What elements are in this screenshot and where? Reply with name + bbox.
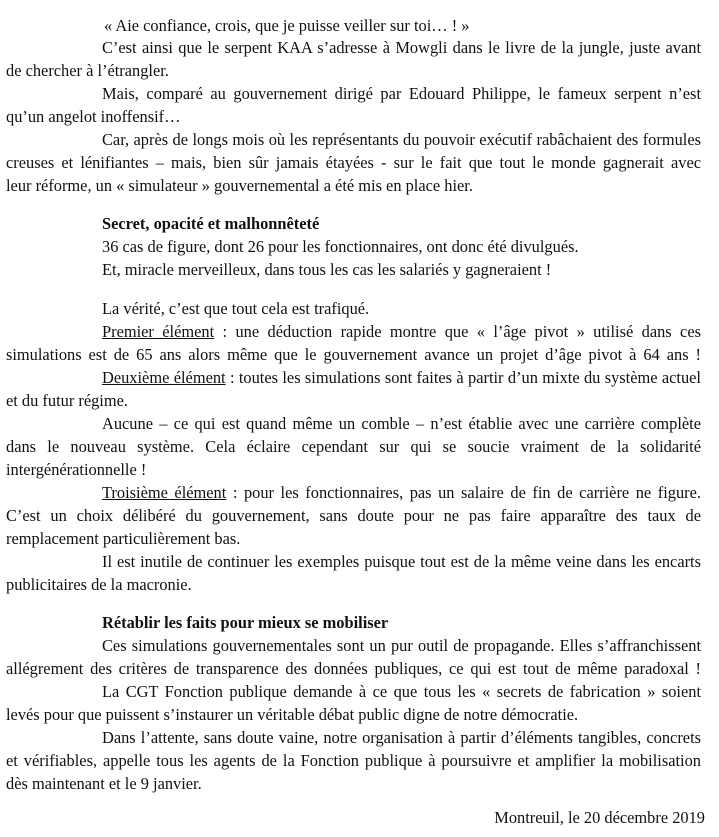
paragraph-line: C’est ainsi que le serpent KAA s’adresse à Mowgli dans le livre de la jungle, juste avant [102,38,701,57]
paragraph-line: La vérité, c’est que tout cela est trafiqué. [102,299,370,318]
element-text: : une déduction rapide montre que « l’âge pivot » utilisé dans ces [214,322,701,341]
paragraph-line: et vérifiables, appelle tous les agents de la Fonction publique à poursuivre et amplifier la mobilisation [6,751,701,770]
paragraph-line [102,482,701,504]
paragraph-line: Ces simulations gouvernementales sont un pur outil de propagande. Elles s’affranchissent [102,636,701,655]
paragraph-line: Il est inutile de continuer les exemples puisque tout est de la même veine dans les encarts [102,552,701,571]
paragraph-line: levés pour que puissent s’instaurer un véritable débat public digne de notre démocratie. [6,705,579,724]
paragraph-line: Et, miracle merveilleux, dans tous les cas les salariés y gagneraient ! [102,260,552,279]
signature-line: Montreuil, le 20 décembre 2019 [494,808,705,827]
section-heading: Secret, opacité et malhonnêteté [102,214,320,233]
paragraph-line: intergénérationnelle ! [6,460,147,479]
section-heading: Rétablir les faits pour mieux se mobiliser [102,613,389,632]
paragraph-line: leur réforme, un « simulateur » gouvernemental a été mis en place hier. [6,176,473,195]
paragraph-line: creuses et lénifiantes – mais, bien sûr jamais étayées - sur le fait que tout le monde gagnerait avec [6,153,701,172]
paragraph-line [102,367,701,389]
paragraph-line: simulations est de 65 ans alors même que le gouvernement avance un projet d’âge pivot à 64 ans ! [6,345,701,364]
paragraph-line: C’est un choix délibéré du gouvernement, sans doute pour ne pas faire apparaître des taux de [6,506,701,525]
paragraph-line: 36 cas de figure, dont 26 pour les fonctionnaires, ont donc été divulgués. [102,237,579,256]
paragraph-line: Dans l’attente, sans doute vaine, notre organisation à partir d’éléments tangibles, concrets [102,728,701,747]
paragraph-line [102,321,701,343]
paragraph-line: qu’un angelot inoffensif… [6,107,181,126]
element-label: Troisième élément [102,483,227,502]
element-label: Premier élément [102,322,215,341]
opening-quote: « Aie confiance, crois, que je puisse veiller sur toi… ! » [104,16,470,35]
element-label: Deuxième élément [102,368,226,387]
paragraph-line: Mais, comparé au gouvernement dirigé par Edouard Philippe, le fameux serpent n’est [102,84,701,103]
paragraph-line: publicitaires de la macronie. [6,575,192,594]
paragraph-line: et du futur régime. [6,391,128,410]
paragraph-line: dans le nouveau système. Cela éclaire cependant sur qui se soucie vraiment de la solidarité [6,437,701,456]
element-text: : pour les fonctionnaires, pas un salaire de fin de carrière ne figure. [226,483,701,502]
paragraph-line: dès maintenant et le 9 janvier. [6,774,202,793]
element-text: : toutes les simulations sont faites à partir d’un mixte du système actuel [225,368,701,387]
paragraph-line: Car, après de longs mois où les représentants du pouvoir exécutif rabâchaient des formules [102,130,701,149]
paragraph-line: de chercher à l’étrangler. [6,61,169,80]
paragraph-line: Aucune – ce qui est quand même un comble – n’est établie avec une carrière complète [102,414,701,433]
paragraph-line: La CGT Fonction publique demande à ce que tous les « secrets de fabrication » soient [102,682,701,701]
paragraph-line: allégrement des critères de transparence des données publiques, ce qui est tout de même paradoxal ! [6,659,701,678]
paragraph-line: remplacement particulièrement bas. [6,529,241,548]
